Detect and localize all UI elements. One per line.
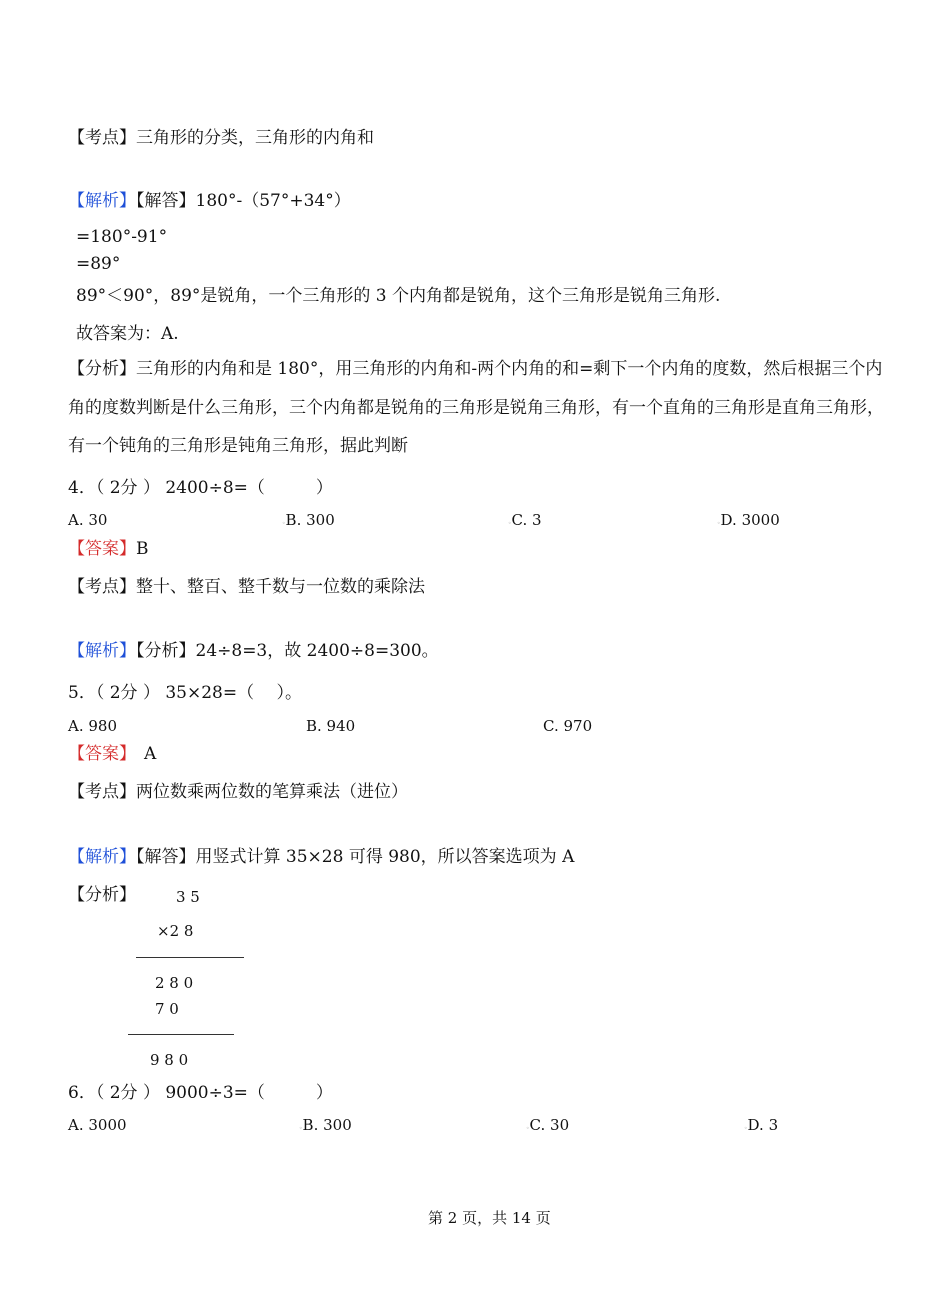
question-5-stem: 5．（ 2分 ） 35×28=（ ）。 xyxy=(68,683,302,703)
kaodian-line xyxy=(68,127,374,149)
option-marker: ◦ xyxy=(717,520,721,527)
kaodian-text: 三角形的分类，三角形的内角和 xyxy=(136,128,374,148)
q6-option-d: D. 3 xyxy=(747,1116,779,1134)
kaodian-text: 两位数乘两位数的笔算乘法（进位） xyxy=(136,782,408,802)
q6-option-a: A. 3000 xyxy=(68,1116,127,1134)
jiexi-tag: 【解析】 xyxy=(68,641,136,661)
calc-rule-2 xyxy=(128,1034,234,1035)
jiexi-tag: 【解析】 xyxy=(68,847,136,867)
question-6-stem: 6．（ 2分 ） 9000÷3=（ ） xyxy=(68,1083,333,1103)
calc-partial-2: 7 0 xyxy=(155,1000,179,1018)
q5-kaodian-line xyxy=(68,781,408,803)
jieda-tag: 【解答】 xyxy=(136,847,196,867)
kaodian-text: 整十、整百、整千数与一位数的乘除法 xyxy=(136,577,425,597)
kaodian-tag: 【考点】 xyxy=(68,782,136,802)
q4-option-a: A. 30 xyxy=(68,511,108,529)
answer-value: B xyxy=(136,539,149,559)
q6-option-c-wrap xyxy=(526,1114,569,1140)
q6-option-b-wrap xyxy=(299,1114,352,1140)
conclusion-line: 89°＜90°，89°是锐角，一个三角形的 3 个内角都是锐角，这个三角形是锐角三角形. xyxy=(76,286,721,306)
q5-option-a: A. 980 xyxy=(68,717,117,735)
option-marker: ◦ xyxy=(282,520,286,527)
answer-tag: 【答案】 xyxy=(68,539,136,559)
q6-option-b: B. 300 xyxy=(302,1116,352,1134)
q4-option-d: D. 3000 xyxy=(720,511,780,529)
answer-statement: 故答案为：A. xyxy=(76,324,179,344)
jiexi-text: 用竖式计算 35×28 可得 980，所以答案选项为 A xyxy=(195,847,575,867)
fenxi-text-1: 三角形的内角和是 180°，用三角形的内角和-两个内角的和=剩下一个内角的度数，然后根据三个内 xyxy=(136,359,883,379)
jiexi-line xyxy=(68,190,351,212)
answer-tag: 【答案】 xyxy=(68,744,136,764)
q4-option-d-wrap xyxy=(717,509,780,535)
calc-line-2: =180°-91° xyxy=(76,227,168,247)
option-marker: ◦ xyxy=(508,520,512,527)
option-marker: ◦ xyxy=(744,1125,748,1132)
calc-line-3: =89° xyxy=(76,254,121,274)
calc-product: 9 8 0 xyxy=(150,1051,189,1069)
calc-multiplicand: 3 5 xyxy=(176,888,200,906)
q4-option-b: B. 300 xyxy=(285,511,335,529)
q5-answer-line xyxy=(68,743,156,765)
calc-line-1: 180°-（57°+34°） xyxy=(195,191,351,211)
q6-option-d-wrap xyxy=(744,1114,778,1140)
calc-partial-1: 2 8 0 xyxy=(155,974,194,992)
q5-option-b: B. 940 xyxy=(306,717,356,735)
fenxi-tag: 【分析】 xyxy=(68,359,136,379)
calc-multiplier: ×2 8 xyxy=(157,922,194,940)
q4-option-c-wrap xyxy=(508,509,542,535)
q4-jiexi-line xyxy=(68,640,439,662)
option-marker: ◦ xyxy=(526,1125,530,1132)
jiexi-tag: 【解析】 xyxy=(68,191,136,211)
kaodian-tag: 【考点】 xyxy=(68,577,136,597)
fenxi-line-2: 角的度数判断是什么三角形，三个内角都是锐角的三角形是锐角三角形，有一个直角的三角形是直角三角形， xyxy=(68,398,884,418)
fenxi-line-1 xyxy=(68,358,882,380)
calc-rule-1 xyxy=(136,957,244,958)
q4-option-b-wrap xyxy=(282,509,335,535)
q5-option-c: C. 970 xyxy=(543,717,593,735)
option-marker: ◦ xyxy=(299,1125,303,1132)
fenxi-tag: 【分析】 xyxy=(136,641,196,661)
q5-jiexi-line xyxy=(68,846,574,868)
kaodian-tag: 【考点】 xyxy=(68,128,136,148)
q4-kaodian-line xyxy=(68,576,425,598)
jieda-tag: 【解答】 xyxy=(136,191,196,211)
jiexi-text: 24÷8=3，故 2400÷8=300。 xyxy=(195,641,439,661)
q6-option-c: C. 30 xyxy=(529,1116,570,1134)
question-4-stem: 4．（ 2分 ） 2400÷8=（ ） xyxy=(68,478,333,498)
q4-option-c: C. 3 xyxy=(511,511,542,529)
q4-answer-line xyxy=(68,538,149,560)
answer-value: A xyxy=(144,744,157,764)
page-number: 第 2 页，共 14 页 xyxy=(428,1209,551,1227)
q5-fenxi-tag: 【分析】 xyxy=(68,885,136,905)
fenxi-line-3: 有一个钝角的三角形是钝角三角形，据此判断 xyxy=(68,436,408,456)
